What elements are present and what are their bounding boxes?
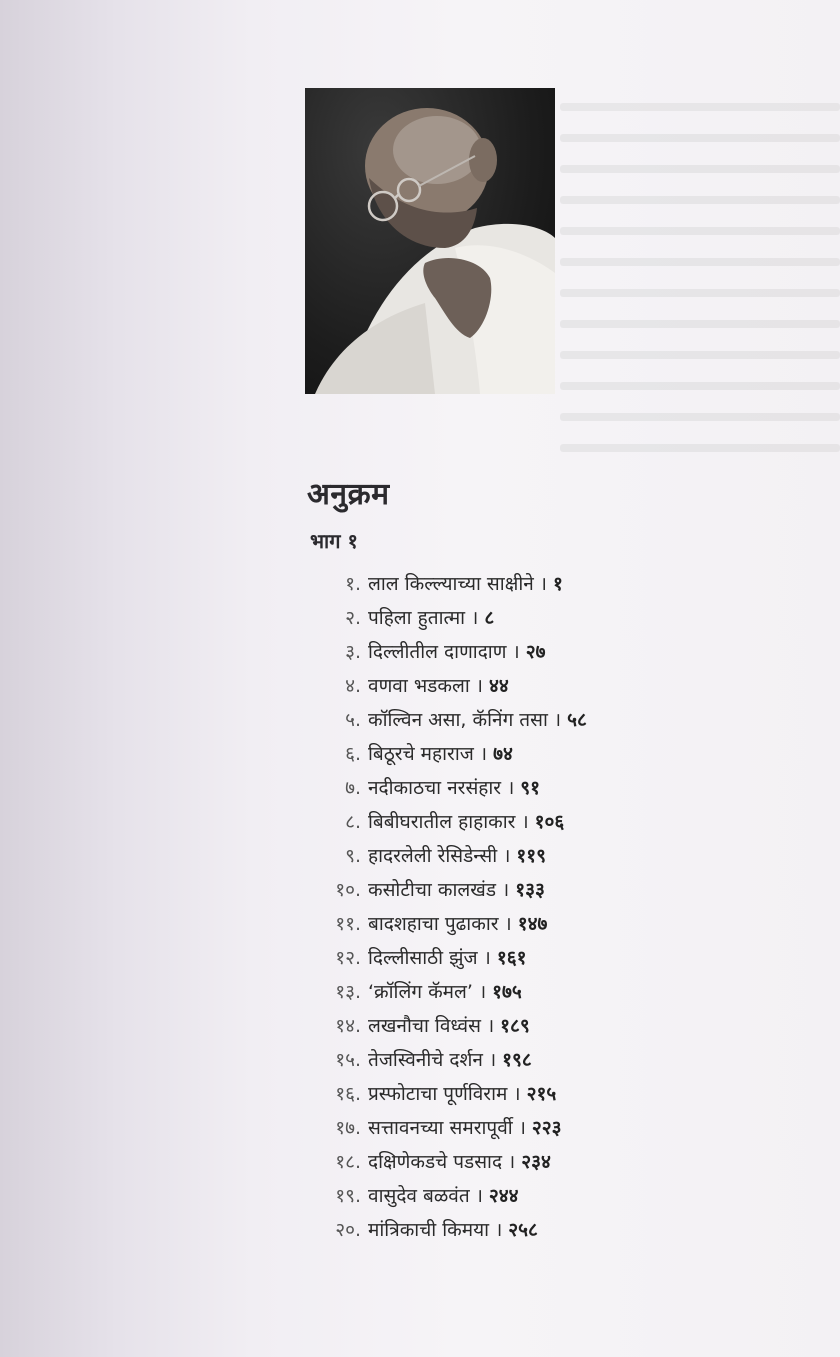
toc-entry xyxy=(300,838,820,872)
entry-separator: । xyxy=(539,573,547,595)
entry-number: ९. xyxy=(345,845,361,867)
entry-page: १६१ xyxy=(496,947,527,969)
entry-title: ‘क्रॉलिंग कॅमल’ xyxy=(368,981,473,1003)
entry-page: १७५ xyxy=(492,981,522,1003)
entry-title: प्रस्फोटाचा पूर्णविराम xyxy=(368,1083,508,1105)
toc-entry xyxy=(300,906,820,940)
toc-entry xyxy=(300,668,820,702)
entry-separator: । xyxy=(512,641,520,663)
entry-page: ७४ xyxy=(493,743,513,765)
entry-title: दिल्लीतील दाणादाण xyxy=(368,641,507,663)
entry-separator: । xyxy=(553,709,562,731)
entry-title: कसोटीचा कालखंड xyxy=(368,879,496,901)
entry-page: १ xyxy=(553,573,563,595)
toc-list xyxy=(300,566,820,1246)
entry-page: १०६ xyxy=(534,811,565,833)
part-heading: भाग १ xyxy=(310,529,358,553)
entry-title: दिल्लीसाठी झुंज xyxy=(368,947,478,969)
entry-page: १३३ xyxy=(515,879,545,901)
entry-number: १०. xyxy=(335,879,361,901)
entry-title: कॉल्विन असा, कॅनिंग तसा xyxy=(368,709,548,731)
toc-entry xyxy=(300,1042,820,1076)
entry-number: १७. xyxy=(335,1117,361,1139)
entry-title: लाल किल्ल्याच्या साक्षीने xyxy=(368,573,534,595)
entry-title: वासुदेव बळवंत xyxy=(368,1185,470,1207)
entry-number: ४. xyxy=(345,675,361,697)
entry-number: १८. xyxy=(335,1151,361,1173)
entry-separator: । xyxy=(475,675,483,697)
entry-title: हादरलेली रेसिडेन्सी xyxy=(368,845,498,867)
entry-title: मांत्रिकाची किमया xyxy=(368,1219,490,1241)
entry-title: सत्तावनच्या समरापूर्वी xyxy=(368,1117,513,1139)
entry-page: १८९ xyxy=(500,1015,530,1037)
toc-entry xyxy=(300,566,820,600)
entry-title: तेजस्विनीचे दर्शन xyxy=(368,1049,483,1071)
entry-separator: । xyxy=(475,1185,483,1207)
entry-page: २४४ xyxy=(488,1185,519,1207)
entry-separator: । xyxy=(483,947,491,969)
toc-entry xyxy=(300,1212,820,1246)
toc-entry xyxy=(300,940,820,974)
entry-title: बिबीघरातील हाहाकार xyxy=(368,811,516,833)
entry-separator: । xyxy=(504,913,512,935)
entry-page: १९८ xyxy=(502,1049,532,1071)
entry-separator: । xyxy=(513,1083,521,1105)
entry-title: लखनौचा विध्वंस xyxy=(368,1015,481,1037)
entry-page: ११९ xyxy=(516,845,547,867)
entry-page: २७ xyxy=(525,641,546,663)
toc-entry xyxy=(300,702,820,736)
entry-number: १३. xyxy=(335,981,361,1003)
entry-number: ७. xyxy=(345,777,361,799)
entry-page: ८ xyxy=(484,607,495,629)
toc-entry xyxy=(300,872,820,906)
entry-number: ११. xyxy=(335,913,361,935)
entry-separator: । xyxy=(508,1151,516,1173)
entry-separator: । xyxy=(521,811,529,833)
entry-number: १. xyxy=(345,573,361,595)
entry-separator: । xyxy=(507,777,515,799)
entry-page: २२३ xyxy=(531,1117,562,1139)
portrait-photo xyxy=(305,88,555,394)
toc-entry xyxy=(300,1008,820,1042)
entry-number: ३. xyxy=(345,641,361,663)
toc-entry xyxy=(300,1110,820,1144)
entry-number: १५. xyxy=(335,1049,361,1071)
entry-page: ५८ xyxy=(567,709,587,731)
entry-separator: । xyxy=(503,845,511,867)
entry-number: ६. xyxy=(345,743,361,765)
entry-page: ४४ xyxy=(488,675,509,697)
entry-number: १६. xyxy=(335,1083,361,1105)
entry-number: १४. xyxy=(335,1015,361,1037)
toc-title: अनुक्रम xyxy=(307,477,390,512)
entry-number: २. xyxy=(345,607,361,629)
toc-entry xyxy=(300,736,820,770)
toc-entry xyxy=(300,770,820,804)
toc-entry xyxy=(300,804,820,838)
toc-entry xyxy=(300,634,820,668)
entry-page: २१५ xyxy=(526,1083,557,1105)
entry-number: २०. xyxy=(335,1219,361,1241)
entry-separator: । xyxy=(471,607,479,629)
entry-separator: । xyxy=(479,743,488,765)
entry-separator: । xyxy=(495,1219,503,1241)
entry-separator: । xyxy=(488,1049,497,1071)
entry-separator: । xyxy=(478,981,487,1003)
entry-title: नदीकाठचा नरसंहार xyxy=(368,777,502,799)
toc-entry xyxy=(300,974,820,1008)
entry-page: १४७ xyxy=(517,913,548,935)
entry-separator: । xyxy=(486,1015,495,1037)
toc-entry xyxy=(300,1076,820,1110)
toc-entry xyxy=(300,1178,820,1212)
toc-entry xyxy=(300,1144,820,1178)
entry-number: ५. xyxy=(345,709,361,731)
entry-separator: । xyxy=(518,1117,526,1139)
entry-title: पहिला हुतात्मा xyxy=(368,607,466,629)
entry-separator: । xyxy=(501,879,510,901)
entry-page: २३४ xyxy=(521,1151,551,1173)
show-through-text xyxy=(560,80,840,500)
toc-entry xyxy=(300,600,820,634)
entry-page: ९१ xyxy=(520,777,541,799)
entry-title: बिठूरचे महाराज xyxy=(368,743,474,765)
entry-title: दक्षिणेकडचे पडसाद xyxy=(368,1151,503,1173)
entry-title: बादशहाचा पुढाकार xyxy=(368,913,499,935)
entry-number: १२. xyxy=(335,947,361,969)
entry-number: ८. xyxy=(345,811,361,833)
entry-page: २५८ xyxy=(508,1219,538,1241)
entry-title: वणवा भडकला xyxy=(368,675,470,697)
entry-number: १९. xyxy=(335,1185,361,1207)
